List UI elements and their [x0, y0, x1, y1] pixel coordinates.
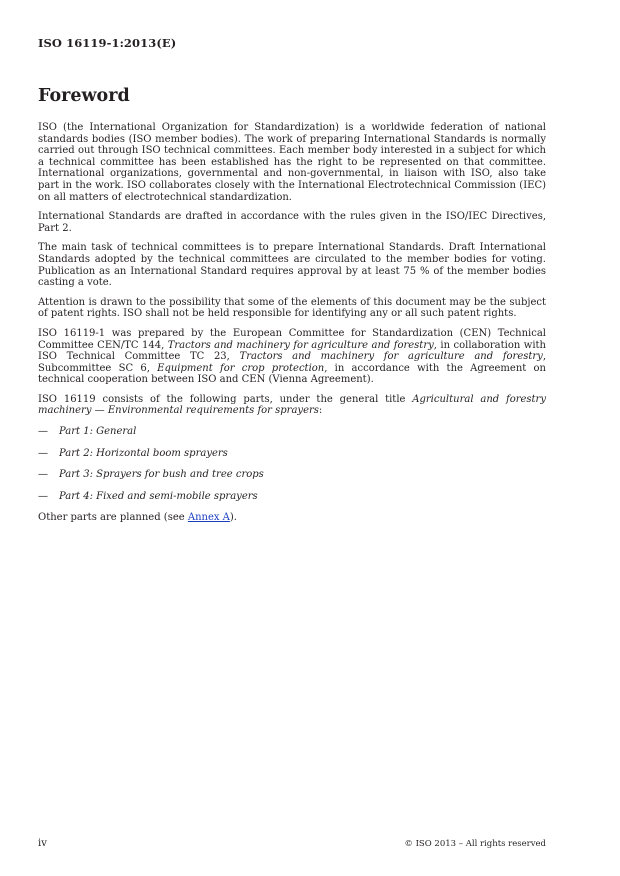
- page-title: Foreword: [38, 86, 130, 106]
- preparation-text-a: ISO 16119-1 was prepared by the European Committee for Standardization (CEN) Technical Committee CEN/TC 144,: [38, 327, 546, 351]
- preparation-subcommittee-title: Equipment for crop protection: [157, 362, 325, 374]
- preparation-text-g: , in accordance with the Agreement on technical cooperation between ISO and CEN (Vienna Agreement).: [38, 362, 546, 386]
- preparation-committee-title-1: Tractors and machinery for agriculture and forestry: [167, 339, 434, 351]
- annex-a-link[interactable]: Annex A: [187, 512, 230, 524]
- paragraph-committee-task: The main task of technical committees is to prepare International Standards. Draft International Standards adopted by the technical committees are circulated to the member bodies for voting. Publication as an International Standard requires approval by at least 75 % of the member bodies casting a vote.: [38, 242, 546, 289]
- paragraph-other-parts: [38, 512, 546, 524]
- copyright-notice: © ISO 2013 – All rights reserved: [404, 839, 546, 849]
- list-item: [38, 448, 546, 460]
- list-dash: —: [38, 490, 48, 502]
- foreword-body: [38, 122, 546, 532]
- list-item: [38, 426, 546, 438]
- list-dash: —: [38, 426, 48, 438]
- paragraph-parts-intro: [38, 394, 546, 417]
- preparation-text-c: , in collaboration with ISO Technical Committee TC 23,: [38, 339, 546, 363]
- list-item-text: Part 1: General: [59, 426, 137, 438]
- list-item: [38, 491, 546, 503]
- other-parts-text: Other parts are planned (see: [38, 512, 188, 524]
- parts-general-title: Agricultural and forestry machinery — Environmental requirements for sprayers: [38, 393, 546, 417]
- other-parts-close: ).: [229, 512, 237, 524]
- paragraph-preparation: [38, 328, 546, 386]
- page-number: iv: [38, 838, 47, 849]
- paragraph-drafting-rules: International Standards are drafted in accordance with the rules given in the ISO/IEC Directives, Part 2.: [38, 211, 546, 234]
- list-item-text: Part 4: Fixed and semi-mobile sprayers: [59, 490, 258, 502]
- preparation-text-e: , Subcommittee SC 6,: [38, 351, 547, 374]
- paragraph-iso-intro: ISO (the International Organization for Standardization) is a worldwide federation of national standards bodies (ISO member bodies). The work of preparing International Standards is normally carried out through ISO technical committees. Each member body interested in a subject for which a technical committee has been established has the right to be represented on that committee. International organizations, governmental and non-governmental, in liaison with ISO, also take part in the work. ISO collaborates closely with the International Electrotechnical Commission (IEC) on all matters of electrotechnical standardization.: [38, 122, 546, 203]
- list-dash: —: [38, 447, 48, 459]
- paragraph-patent-rights: Attention is drawn to the possibility that some of the elements of this document may be the subject of patent rights. ISO shall not be held responsible for identifying any or all such patent rights.: [38, 296, 546, 320]
- parts-intro-colon: :: [318, 405, 323, 417]
- list-dash: —: [38, 469, 48, 481]
- document-id-header: ISO 16119-1:2013(E): [38, 36, 177, 50]
- list-item-text: Part 3: Sprayers for bush and tree crops: [59, 469, 264, 481]
- list-item-text: Part 2: Horizontal boom sprayers: [59, 447, 228, 459]
- list-item: [38, 469, 546, 481]
- parts-intro-text: ISO 16119 consists of the following parts, under the general title: [38, 393, 413, 405]
- preparation-committee-title-2: Tractors and machinery for agriculture and forestry: [239, 351, 543, 363]
